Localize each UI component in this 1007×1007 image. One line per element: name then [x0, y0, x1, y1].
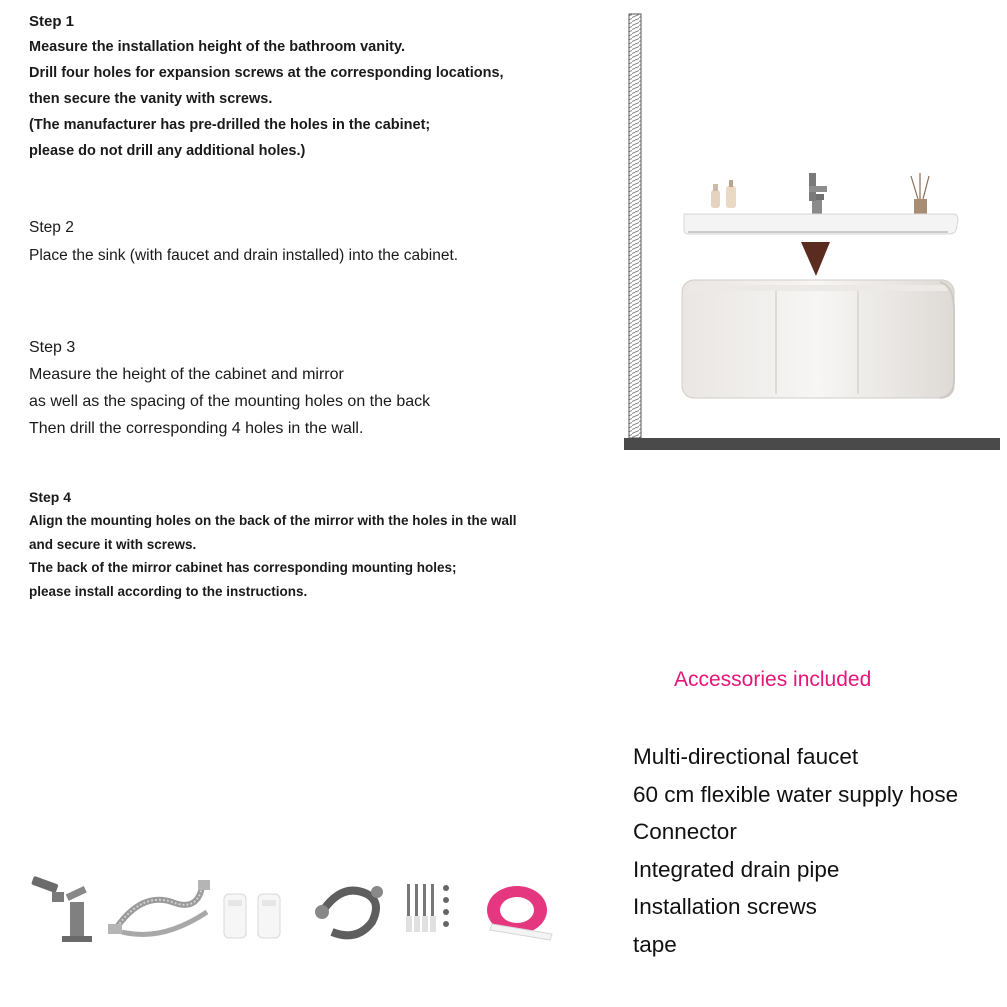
accessories-list: [633, 738, 958, 963]
flexible-hose-icon: [108, 880, 210, 935]
step-title: Step 4: [29, 489, 72, 505]
step-line: Drill four holes for expansion screws at the corresponding locations,: [29, 65, 504, 81]
step-3: [29, 334, 430, 442]
step-line: then secure the vanity with screws.: [29, 91, 273, 107]
wall: [629, 14, 641, 438]
screws-icon: [406, 884, 449, 932]
step-line: as well as the spacing of the mounting holes on the back: [29, 393, 431, 410]
faucet-icon: [31, 876, 92, 942]
accessories-heading: Accessories included: [674, 668, 872, 691]
list-item: Installation screws: [633, 894, 817, 919]
tape-roll-icon: [487, 886, 552, 940]
step-line: please install according to the instructions.: [29, 583, 308, 599]
step-title: Step 1: [29, 13, 75, 30]
list-item: Integrated drain pipe: [633, 856, 840, 882]
list-item: 60 cm flexible water supply hose: [633, 781, 959, 807]
connector-icon: [224, 894, 280, 938]
vanity-cabinet: [682, 280, 954, 398]
step-line: Then drill the corresponding 4 holes in the wall.: [29, 420, 364, 437]
step-line: Measure the height of the cabinet and mirror: [29, 366, 344, 383]
list-item: Multi-directional faucet: [633, 744, 859, 769]
drain-pipe-icon: [315, 886, 383, 935]
step-line: (The manufacturer has pre-drilled the holes in the cabinet;: [29, 117, 431, 133]
installation-diagram: [618, 10, 1000, 460]
list-item: tape: [633, 931, 677, 957]
step-title: Step 3: [29, 339, 76, 356]
step-1: [29, 12, 504, 164]
down-arrow-icon: [801, 242, 830, 276]
step-line: Place the sink (with faucet and drain installed) into the cabinet.: [29, 247, 459, 264]
step-line: Measure the installation height of the bathroom vanity.: [29, 39, 405, 55]
step-title: Step 2: [29, 219, 74, 236]
sink-countertop: [684, 173, 958, 234]
step-line: Align the mounting holes on the back of the mirror with the holes in the wall: [29, 513, 517, 528]
floor: [624, 438, 1000, 450]
step-2: [29, 219, 458, 269]
step-line: please do not drill any additional holes.): [29, 143, 306, 159]
step-line: The back of the mirror cabinet has corresponding mounting holes;: [29, 560, 457, 575]
step-line: and secure it with screws.: [29, 536, 197, 552]
accessory-thumbnails: [22, 872, 562, 947]
step-4: [29, 487, 517, 603]
list-item: Connector: [633, 819, 737, 844]
